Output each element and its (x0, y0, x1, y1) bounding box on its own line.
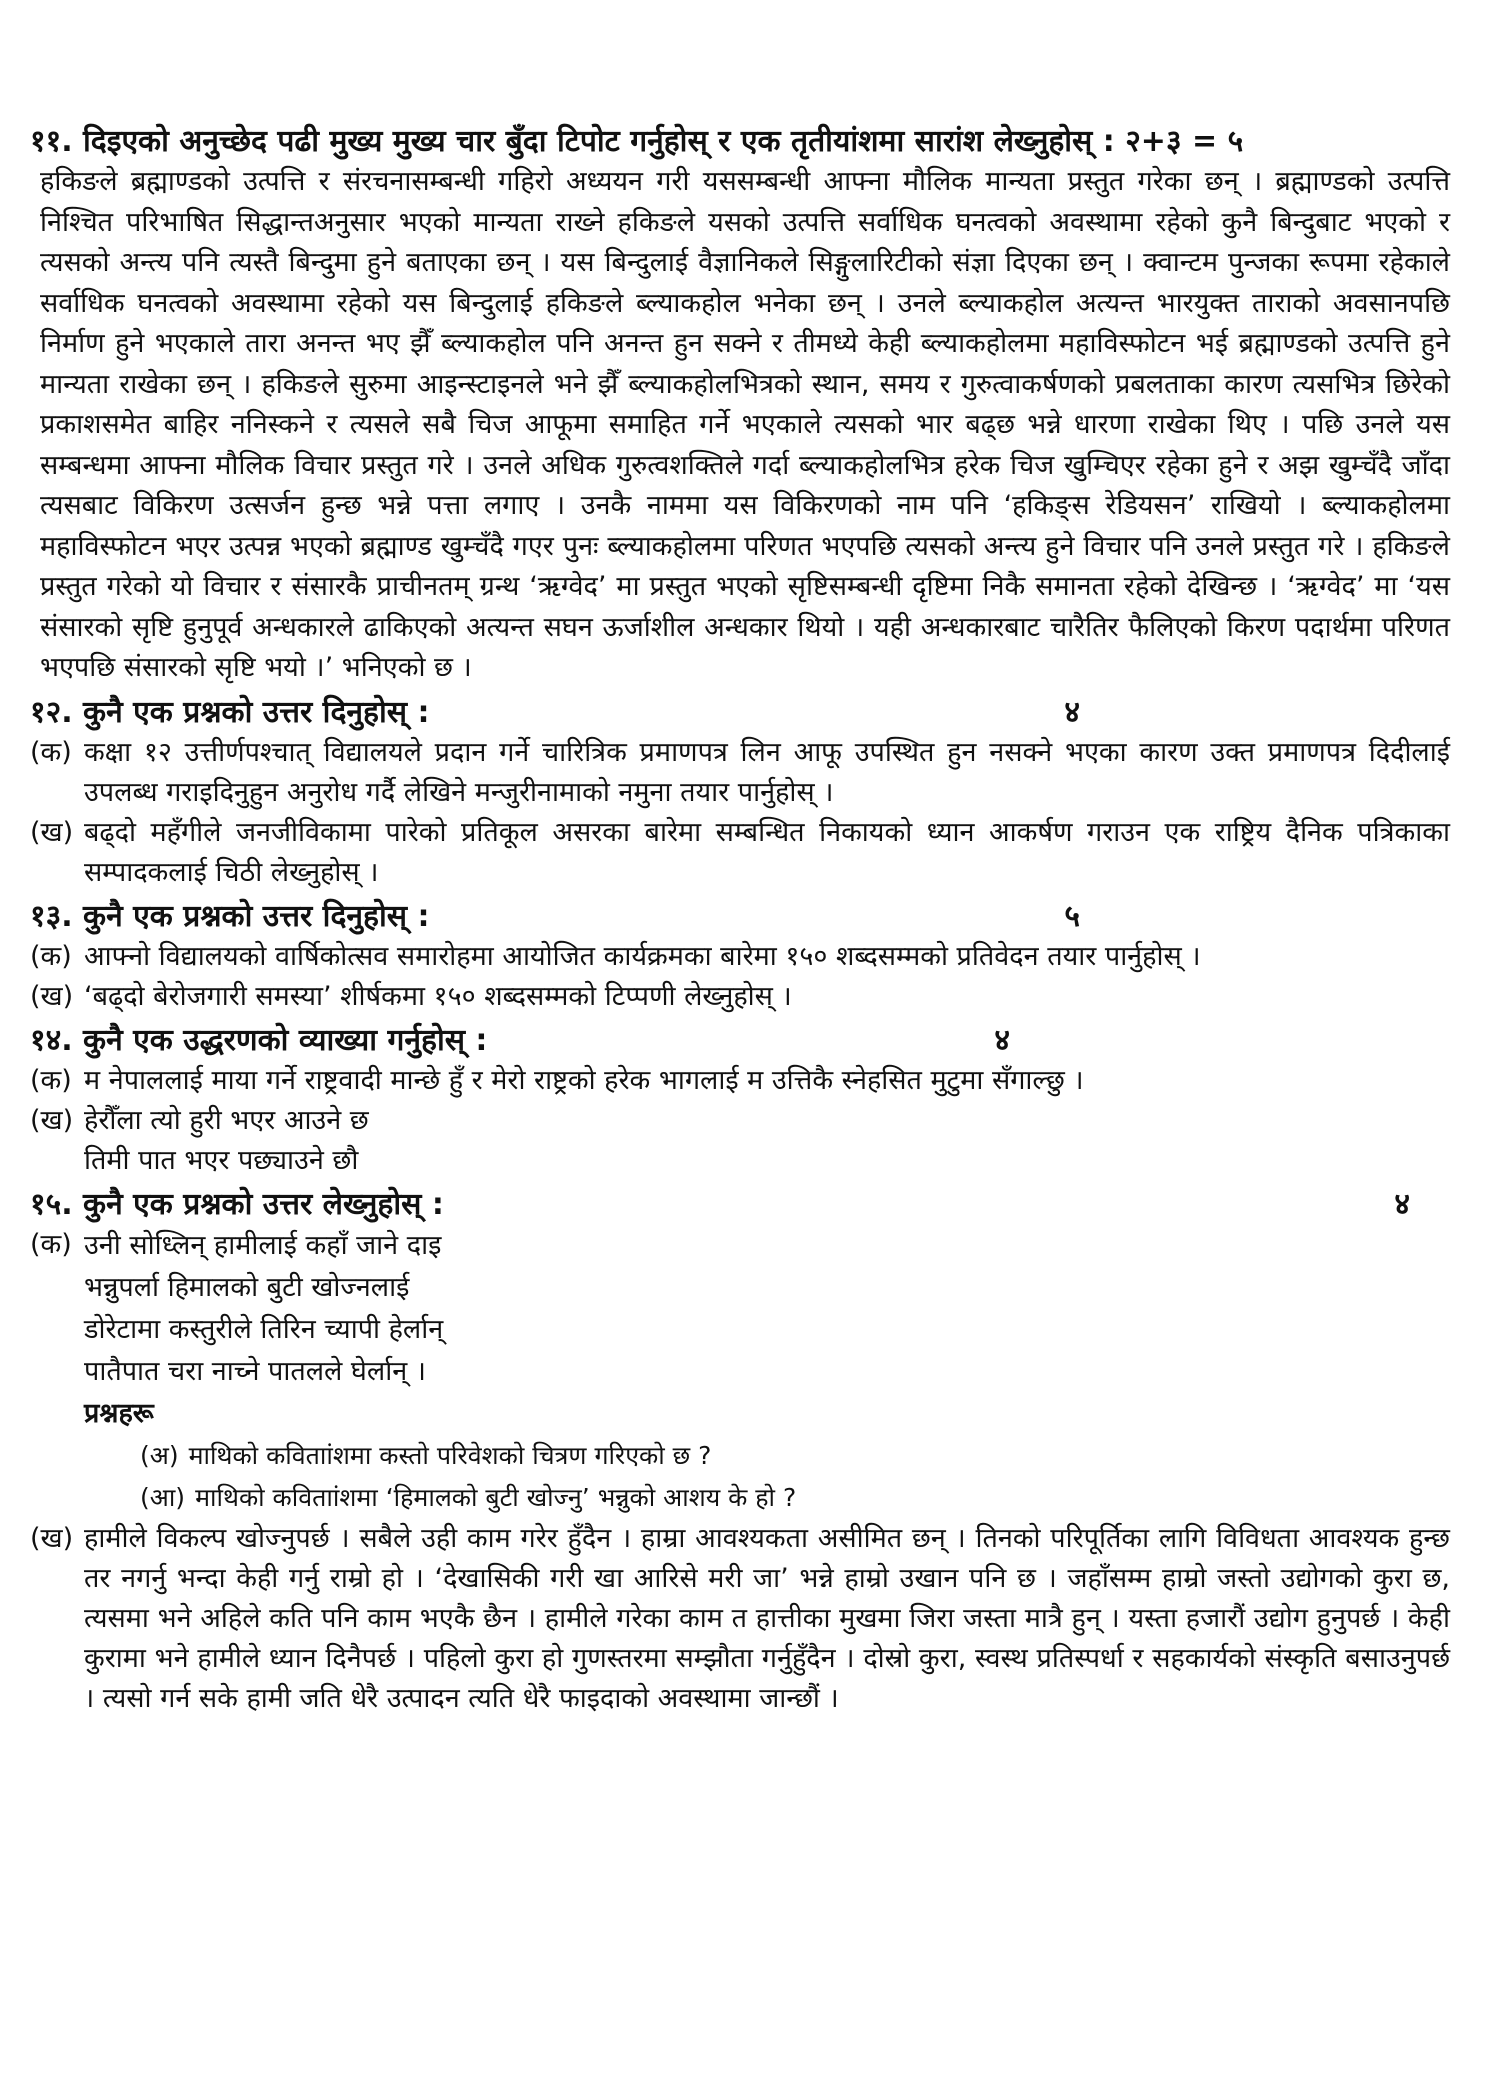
option-text: आफ्नो विद्यालयको वार्षिकोत्सव समारोहमा आयोजित कार्यक्रमका बारेमा १५० शब्दसम्मको प्रतिवेदन तयार पार्नुहोस् । (84, 940, 1201, 972)
q14-heading-text: १४. कुनै एक उद्धरणको व्याख्या गर्नुहोस् : (30, 1022, 488, 1058)
option-text (84, 1101, 1450, 1181)
q15-option-ka (30, 1225, 1450, 1393)
q11-heading-text: ११. दिइएको अनुच्छेद पढी मुख्य मुख्य चार बुँदा टिपोट गर्नुहोस् र एक तृतीयांशमा सारांश लेख्नुहोस् : २+३ = ५ (30, 124, 1244, 159)
q14-option-ka (30, 1061, 1450, 1101)
sub-question-text: माथिको कविताांशमा ‘हिमालको बुटी खोज्नु’ भन्नुको आशय के हो ? (195, 1482, 797, 1512)
exam-page (30, 118, 1450, 1719)
option-text: म नेपाललाई माया गर्ने राष्ट्रवादी मान्छे हुँ र मेरो राष्ट्रको हरेक भागलाई म उत्तिकै स्नेहसित मुटुमा सँगाल्छु । (84, 1064, 1084, 1096)
q13-heading (30, 897, 1450, 937)
sub-question-text: माथिको कविताांशमा कस्तो परिवेशको चित्रण गरिएको छ ? (188, 1440, 712, 1470)
q15-marks: ४ (1394, 1186, 1410, 1222)
option-label: (क) (30, 1228, 72, 1260)
q14-heading (30, 1021, 1450, 1061)
q11-heading (30, 122, 1450, 162)
poem-line: भन्नुपर्ला हिमालको बुटी खोज्नलाई (84, 1271, 410, 1303)
poem-line: डोरेटामा कस्तुरीले तिरिन च्यापी हेर्लान् (84, 1313, 444, 1345)
q15-option-kha (30, 1519, 1450, 1719)
sub-question-a (30, 1435, 1450, 1477)
sub-question-aa (30, 1477, 1450, 1519)
option-label: (क) (30, 736, 72, 768)
q13-option-kha (30, 977, 1450, 1017)
option-text: कक्षा १२ उत्तीर्णपश्चात् विद्यालयले प्रदान गर्ने चारित्रिक प्रमाणपत्र लिन आफू उपस्थित हुन नसक्ने भएका कारण उक्त प्रमाणपत्र दिदीलाई उपलब्ध गराइदिनुहुन अनुरोध गर्दै लेखिने मन्जुरीनामाको नमुना तयार पार्नुहोस् । (84, 736, 1450, 808)
poem-line: उनी सोध्लिन् हामीलाई कहाँ जाने दाइ (84, 1229, 442, 1261)
q13-option-ka (30, 937, 1450, 977)
q11-passage: हकिङले ब्रह्माण्डको उत्पत्ति र संरचनासम्बन्धी गहिरो अध्ययन गरी यससम्बन्धी आफ्ना मौलिक मान्यता प्रस्तुत गरेका छन् । ब्रह्माण्डको उत्पत्ति निश्चित परिभाषित सिद्धान्तअनुसार भएको मान्यता राख्ने हकिङले यसको उत्पत्ति सर्वाधिक घनत्वको अवस्थामा रहेको कुनै बिन्दुबाट भएको र त्यसको अन्त्य पनि त्यस्तै बिन्दुमा हुने बताएका छन् । यस बिन्दुलाई वैज्ञानिकले सिङ्गुलारिटीको संज्ञा दिएका छन् । क्वान्टम पुन्जका रूपमा रहेकाले सर्वाधिक घनत्वको अवस्थामा रहेको यस बिन्दुलाई हकिङले ब्ल्याकहोल भनेका छन् । उनले ब्ल्याकहोल अत्यन्त भारयुक्त ताराको अवसानपछि निर्माण हुने भएकाले तारा अनन्त भए झैँ ब्ल्याकहोल पनि अनन्त हुन सक्ने र तीमध्ये केही ब्ल्याकहोलमा महाविस्फोटन भई ब्रह्माण्डको उत्पत्ति हुने मान्यता राखेका छन् । हकिङले सुरुमा आइन्स्टाइनले भने झैँ ब्ल्याकहोलभित्रको स्थान, समय र गुरुत्वाकर्षणको प्रबलताका कारण त्यसभित्र छिरेको प्रकाशसमेत बाहिर ननिस्कने र त्यसले सबै चिज आफूमा समाहित गर्ने भएकाले त्यसको भार बढ्छ भन्ने धारणा राखेका थिए । पछि उनले यस सम्बन्धमा आफ्ना मौलिक विचार प्रस्तुत गरे । उनले अधिक गुरुत्वशक्तिले गर्दा ब्ल्याकहोलभित्र हरेक चिज खुम्चिएर रहेका हुने र अझ खुम्चँदै जाँदा त्यसबाट विकिरण उत्सर्जन हुन्छ भन्ने पत्ता लगाए । उनकै नाममा यस विकिरणको नाम पनि ‘हकिङ्स रेडियसन’ राखियो । ब्ल्याकहोलमा महाविस्फोटन भएर उत्पन्न भएको ब्रह्माण्ड खुम्चँदै गएर पुनः ब्ल्याकहोलमा परिणत भएपछि त्यसको अन्त्य हुने विचार पनि उनले प्रस्तुत गरे । हकिङले प्रस्तुत गरेको यो विचार र संसारकै प्राचीनतम् ग्रन्थ ‘ऋग्वेद’ मा प्रस्तुत भएको सृष्टिसम्बन्धी दृष्टिमा निकै समानता रहेको देखिन्छ । ‘ऋग्वेद’ मा ‘यस संसारको सृष्टि हुनुपूर्व अन्धकारले ढाकिएको अत्यन्त सघन ऊर्जाशील अन्धकार थियो । यही अन्धकारबाट चारैतिर फैलिएको किरण पदार्थमा परिणत भएपछि संसारको सृष्टि भयो ।’ भनिएको छ । (40, 166, 1450, 683)
sub-question-label: (आ) (140, 1482, 186, 1512)
poem (84, 1225, 1450, 1393)
option-label: (क) (30, 1064, 72, 1096)
option-label: (ख) (30, 816, 74, 848)
q12-option-ka (30, 733, 1450, 813)
quote-line: हेरौँला त्यो हुरी भएर आउने छ (84, 1104, 369, 1136)
quote-line: तिमी पात भएर पछ्याउने छौ (84, 1144, 359, 1176)
q12-heading-text: १२. कुनै एक प्रश्नको उत्तर दिनुहोस् : (30, 694, 430, 730)
q15-heading (30, 1185, 1450, 1225)
option-label: (क) (30, 940, 72, 972)
q14-marks: ४ (994, 1022, 1010, 1058)
option-label: (ख) (30, 1104, 74, 1136)
sub-question-label: (अ) (140, 1440, 179, 1470)
q14-option-kha (30, 1101, 1450, 1181)
q12-option-kha (30, 813, 1450, 893)
option-text: ‘बढ्दो बेरोजगारी समस्या’ शीर्षकमा १५० शब्दसम्मको टिप्पणी लेख्नुहोस् । (84, 980, 792, 1012)
option-text: बढ्दो महँगीले जनजीविकामा पारेको प्रतिकूल असरका बारेमा सम्बन्धित निकायको ध्यान आकर्षण गराउन एक राष्ट्रिय दैनिक पत्रिकाका सम्पादकलाई चिठी लेख्नुहोस् । (84, 816, 1450, 888)
option-text: हामीले विकल्प खोज्नुपर्छ । सबैले उही काम गरेर हुँदैन । हाम्रा आवश्यकता असीमित छन् । तिनको परिपूर्तिका लागि विविधता आवश्यक हुन्छ तर नगर्नु भन्दा केही गर्नु राम्रो हो । ‘देखासिकी गरी खा आरिसे मरी जा’ भन्ने हाम्रो उखान पनि छ । जहाँसम्म हाम्रो जस्तो उद्योगको कुरा छ, त्यसमा भने अहिले कति पनि काम भएकै छैन । हामीले गरेका काम त हात्तीका मुखमा जिरा जस्ता मात्रै हुन् । यस्ता हजारौं उद्योग हुनुपर्छ । केही कुरामा भने हामीले ध्यान दिनैपर्छ । पहिलो कुरा हो गुणस्तरमा सम्झौता गर्नुहुँदैन । दोस्रो कुरा, स्वस्थ प्रतिस्पर्धा र सहकार्यको संस्कृति बसाउनुपर्छ । त्यसो गर्न सके हामी जति धेरै उत्पादन त्यति धेरै फाइदाको अवस्थामा जान्छौं । (84, 1522, 1450, 1714)
option-label: (ख) (30, 1522, 74, 1554)
q13-heading-text: १३. कुनै एक प्रश्नको उत्तर दिनुहोस् : (30, 898, 430, 934)
poem-line: पातैपात चरा नाच्ने पातलले घेर्लान् । (84, 1355, 426, 1387)
questions-heading: प्रश्नहरू (84, 1397, 154, 1429)
q13-marks: ५ (1064, 898, 1080, 934)
q12-heading (30, 693, 1450, 733)
option-label: (ख) (30, 980, 74, 1012)
q12-marks: ४ (1064, 694, 1080, 730)
q15-heading-text: १५. कुनै एक प्रश्नको उत्तर लेख्नुहोस् : (30, 1186, 444, 1222)
